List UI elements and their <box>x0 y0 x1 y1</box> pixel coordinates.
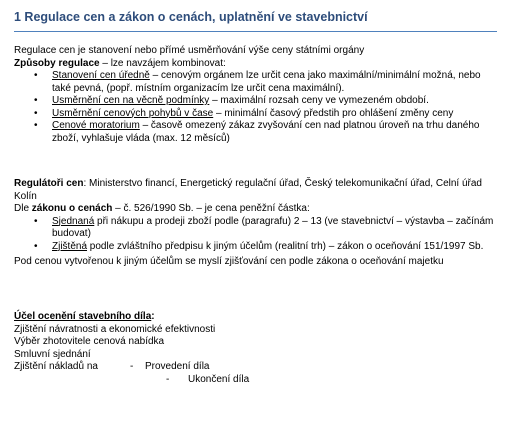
method-text: – maximální rozsah ceny ve vymezeném období. <box>209 95 429 106</box>
purpose-label: Účel ocenění stavebního díla <box>14 311 152 322</box>
price-types-list <box>14 216 500 254</box>
method-term: Cenové moratorium <box>52 120 140 131</box>
method-term: Stanovení cen úředně <box>52 70 150 81</box>
heading-underline-divider <box>14 31 497 32</box>
purpose-block <box>14 311 500 386</box>
law-label: zákonu o cenách <box>31 203 113 214</box>
purpose-colon: : <box>151 311 155 322</box>
list-item <box>14 70 500 95</box>
list-item <box>14 120 500 145</box>
price-type-term: Zjištěná <box>52 240 88 252</box>
costs-label: Zjištění nákladů na <box>14 361 98 372</box>
intro-paragraph: Regulace cen je stanovení nebo přímé usměrňování výše ceny státními orgány <box>14 45 365 56</box>
method-text: – časově omezený zákaz zvyšování cen nad platnou úroveň na trhu daného zboží, vyhlašuje vláda (max. 12 měsíců) <box>52 120 480 144</box>
bullet-icon: • <box>34 120 38 131</box>
methods-suffix: – lze navzájem kombinovat: <box>99 57 226 69</box>
bullet-icon: • <box>34 107 38 119</box>
regulators-law-block <box>14 178 500 269</box>
bullet-icon: • <box>34 70 38 81</box>
bullet-icon: • <box>34 215 38 227</box>
section-heading: 1 Regulace cen a zákon o cenách, uplatnění ve stavebnictví <box>14 10 368 24</box>
dash-icon: - <box>166 373 170 385</box>
methods-label: Způsoby regulace <box>14 57 100 69</box>
law-text: – č. 526/1990 Sb. – je cena peněžní částka: <box>112 203 310 214</box>
list-item <box>14 108 500 121</box>
cost-sub-item: Ukončení díla <box>188 373 250 385</box>
price-type-text: při nákupu a prodeji zboží podle (paragrafu) 2 – 13 (ve stavebnictví – výstavba – začínám budovat) <box>52 215 494 239</box>
purpose-line: Smluvní sjednání <box>14 348 91 360</box>
price-type-text: podle zvláštního předpisu k jiným účelům (realitní trh) – zákon o oceňování 151/1997 Sb. <box>87 240 484 252</box>
costs-line-continued <box>14 374 500 387</box>
bullet-icon: • <box>34 95 38 106</box>
methods-list <box>14 70 500 145</box>
regulation-methods-block <box>14 45 500 145</box>
cost-sub-item: Provedení díla <box>145 361 210 372</box>
law-prefix: Dle <box>14 203 32 214</box>
method-text: – cenovým orgánem lze určit cena jako maximální/minimální možná, nebo také pevná, (popř. místním organizacím lze určit cena maximální). <box>52 70 481 94</box>
list-item <box>14 241 500 254</box>
regulators-text: : Ministerstvo financí, Energetický regulační úřad, Český telekomunikační úřad, Celní úřad Kolín <box>14 178 482 202</box>
purpose-line: Zjištění návratnosti a ekonomické efektivnosti <box>14 323 216 335</box>
costs-line <box>14 361 500 374</box>
method-term: Usměrnění cen na věcně podmínky <box>52 95 210 106</box>
bullet-icon: • <box>34 240 38 252</box>
methods-heading-line <box>14 58 500 71</box>
list-item <box>14 95 500 108</box>
price-type-term: Sjednaná <box>52 215 95 227</box>
purpose-heading-line <box>14 311 500 324</box>
method-text: – minimální časový předstih pro ohlášení změny ceny <box>213 107 454 119</box>
dash-icon: - <box>130 361 134 372</box>
regulators-paragraph <box>14 178 500 203</box>
method-term: Usměrnění cenových pohybů v čase <box>52 107 214 119</box>
regulators-label: Regulátoři cen <box>14 178 84 189</box>
purpose-line: Výběr zhotovitele cenová nabídka <box>14 336 165 347</box>
note-paragraph: Pod cenou vytvořenou k jiným účelům se myslí zjišťování cen podle zákona o oceňování majetku <box>14 256 444 267</box>
list-item <box>14 216 500 241</box>
law-heading-line <box>14 203 500 216</box>
